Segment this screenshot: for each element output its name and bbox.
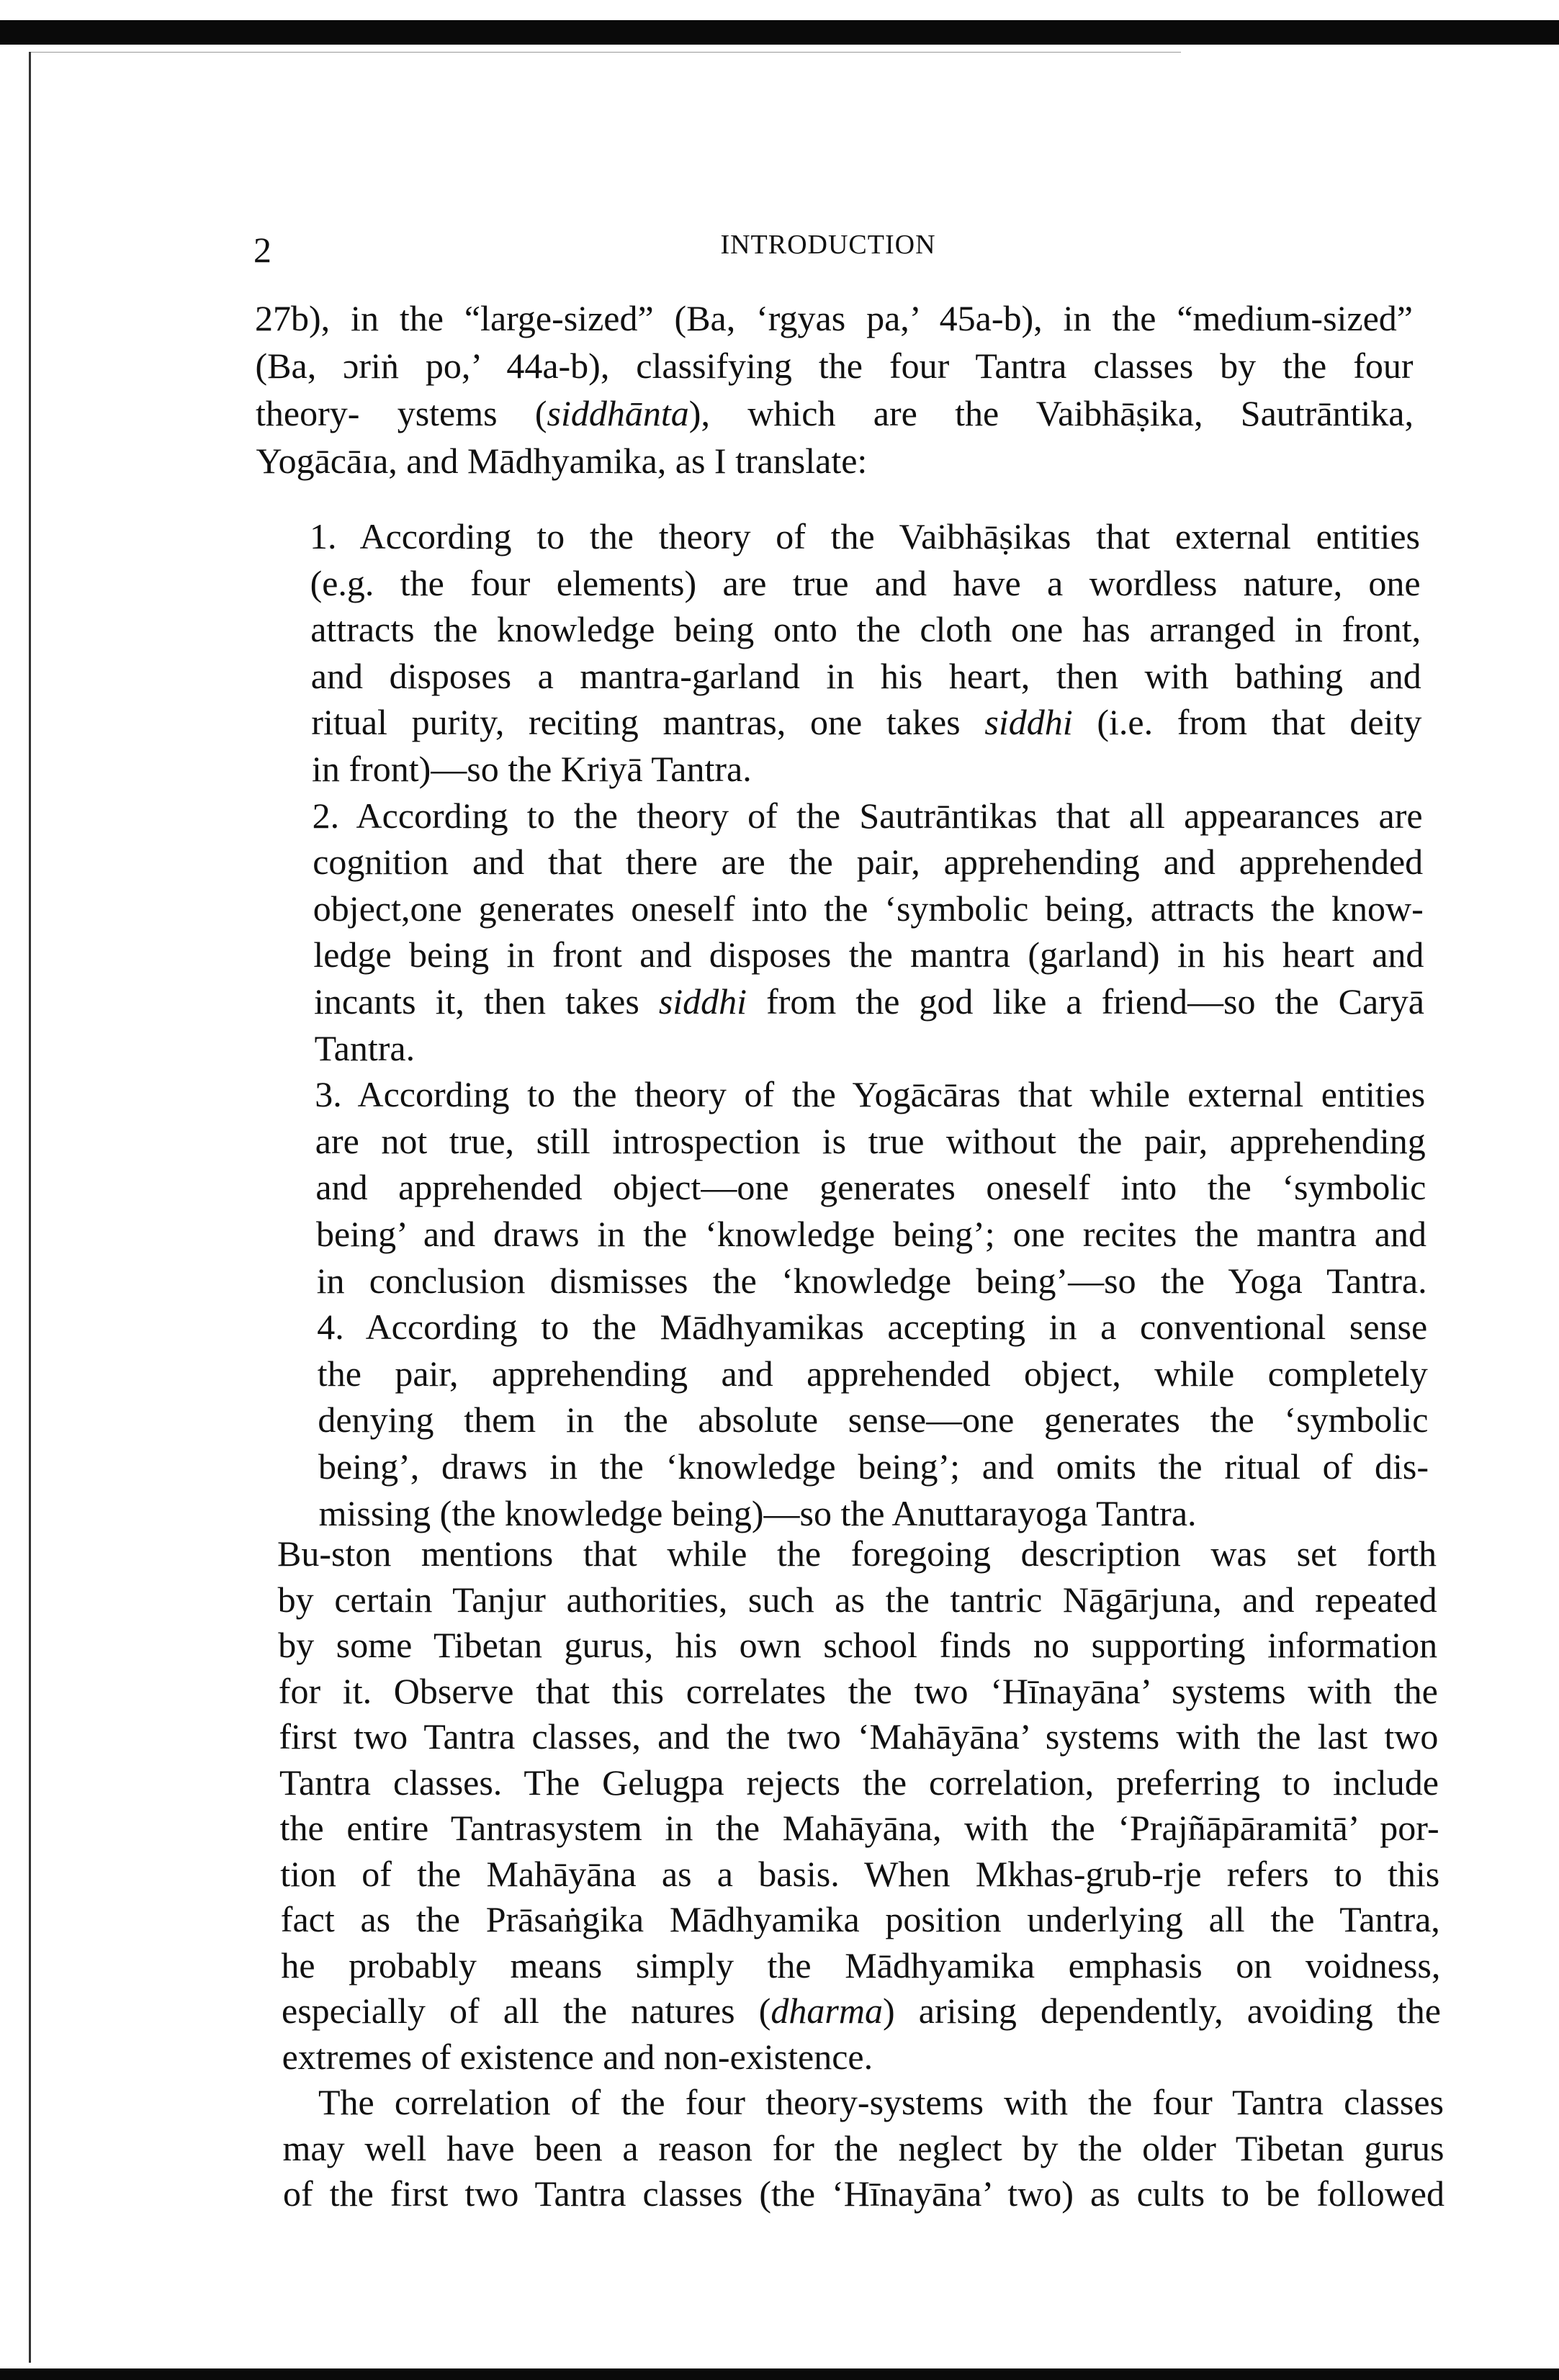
running-head: INTRODUCTION bbox=[720, 230, 936, 260]
text-line: in front)—so the Kriyā Tantra. bbox=[312, 749, 752, 789]
text-line: 27b), in the “large-sized” (Ba, ‘rgyas pa,’ 45a-b), in the “medium-sized” bbox=[255, 298, 1413, 338]
scan-top-border bbox=[0, 20, 1559, 45]
text-line: attracts the knowledge being onto the cloth one has arranged in front, bbox=[310, 609, 1421, 650]
text-line: extremes of existence and non-existence. bbox=[282, 2036, 873, 2077]
italic-term: siddhi bbox=[658, 981, 747, 1022]
text-line: being’, draws in the ‘knowledge being’; and omits the ritual of dis- bbox=[318, 1446, 1429, 1487]
italic-term: siddhānta bbox=[547, 393, 689, 433]
text-line: 4. According to the Mādhyamikas accepting in a conventional sense bbox=[317, 1307, 1428, 1348]
text-line: Yogācāɪa, and Mādhyamika, as I translate: bbox=[256, 441, 868, 481]
text-line: in conclusion dismisses the ‘knowledge being’—so the Yoga Tantra. bbox=[316, 1260, 1427, 1301]
text-line: fact as the Prāsaṅgika Mādhyamika position underlying all the Tantra, bbox=[280, 1899, 1440, 1939]
text-line: denying them in the absolute sense—one generates the ‘symbolic bbox=[318, 1399, 1429, 1441]
text-line: theory- ystems (siddhānta), which are the Vaibhāṣika, Sautrāntika, bbox=[256, 393, 1414, 433]
text-line: especially of all the natures (dharma) arising dependently, avoiding the bbox=[282, 1991, 1441, 2031]
page-number: 2 bbox=[253, 230, 271, 270]
text-line: 1. According to the theory of the Vaibhāṣikas that external entities bbox=[310, 516, 1420, 556]
page-edge-top bbox=[29, 52, 1181, 53]
text-line: tion of the Mahāyāna as a basis. When Mkhas-grub-rje refers to this bbox=[280, 1853, 1440, 1894]
text-line: by certain Tanjur authorities, such as the tantric Nāgārjuna, and repeated bbox=[277, 1579, 1437, 1620]
text-line: and apprehended object—one generates oneself into the ‘symbolic bbox=[315, 1167, 1427, 1208]
italic-term: siddhi bbox=[984, 702, 1073, 743]
text-line: he probably means simply the Mādhyamika emphasis on voidness, bbox=[281, 1944, 1441, 1985]
text-line: Tantra classes. The Gelugpa rejects the correlation, preferring to include bbox=[279, 1762, 1439, 1803]
text-line: missing (the knowledge being)—so the Anuttarayoga Tantra. bbox=[318, 1492, 1197, 1533]
scan-bottom-border bbox=[0, 2368, 1559, 2380]
italic-term: dharma bbox=[770, 1991, 883, 2031]
text-line: Bu-ston mentions that while the foregoing description was set forth bbox=[277, 1533, 1437, 1574]
text-line: are not true, still introspection is true without the pair, apprehending bbox=[315, 1120, 1426, 1161]
text-line: Tantra. bbox=[314, 1027, 415, 1068]
page-edge-left bbox=[29, 52, 31, 2363]
text-line: may well have been a reason for the neglect by the older Tibetan gurus bbox=[282, 2127, 1445, 2168]
text-line: the entire Tantrasystem in the Mahāyāna, with the ‘Prajñāpāramitā’ por- bbox=[279, 1808, 1439, 1848]
text-line: by some Tibetan gurus, his own school finds no supporting information bbox=[278, 1625, 1438, 1665]
text-line: 2. According to the theory of the Sautrāntikas that all appearances are bbox=[312, 795, 1423, 836]
text-line: (e.g. the four elements) are true and have a wordless nature, one bbox=[310, 562, 1421, 603]
text-line: cognition and that there are the pair, apprehending and apprehended bbox=[313, 842, 1424, 883]
text-line: incants it, then takes siddhi from the god like a friend—so the Caryā bbox=[314, 981, 1424, 1022]
text-line: the pair, apprehending and apprehended object, while completely bbox=[317, 1353, 1428, 1394]
text-line: ritual purity, reciting mantras, one takes siddhi (i.e. from that deity bbox=[311, 702, 1422, 743]
text-line: for it. Observe that this correlates the two ‘Hīnayāna’ systems with the bbox=[278, 1670, 1438, 1711]
text-line: object,one generates oneself into the ‘symbolic being, attracts the know- bbox=[313, 888, 1424, 929]
text-line: 3. According to the theory of the Yogācāras that while external entities bbox=[315, 1074, 1426, 1115]
text-line: being’ and draws in the ‘knowledge being’; one recites the mantra and bbox=[316, 1214, 1427, 1254]
text-line: first two Tantra classes, and the two ‘Mahāyāna’ systems with the last two bbox=[279, 1716, 1439, 1757]
text-line: and disposes a mantra-garland in his heart, then with bathing and bbox=[310, 655, 1421, 696]
text-line: ledge being in front and disposes the mantra (garland) in his heart and bbox=[313, 934, 1424, 975]
text-line: The correlation of the four theory-systems with the four Tantra classes bbox=[318, 2082, 1444, 2122]
text-line: (Ba, ɔriṅ po,’ 44a-b), classifying the four Tantra classes by the four bbox=[255, 346, 1414, 386]
text-line: of the first two Tantra classes (the ‘Hīnayāna’ two) as cults to be followed bbox=[283, 2173, 1445, 2214]
